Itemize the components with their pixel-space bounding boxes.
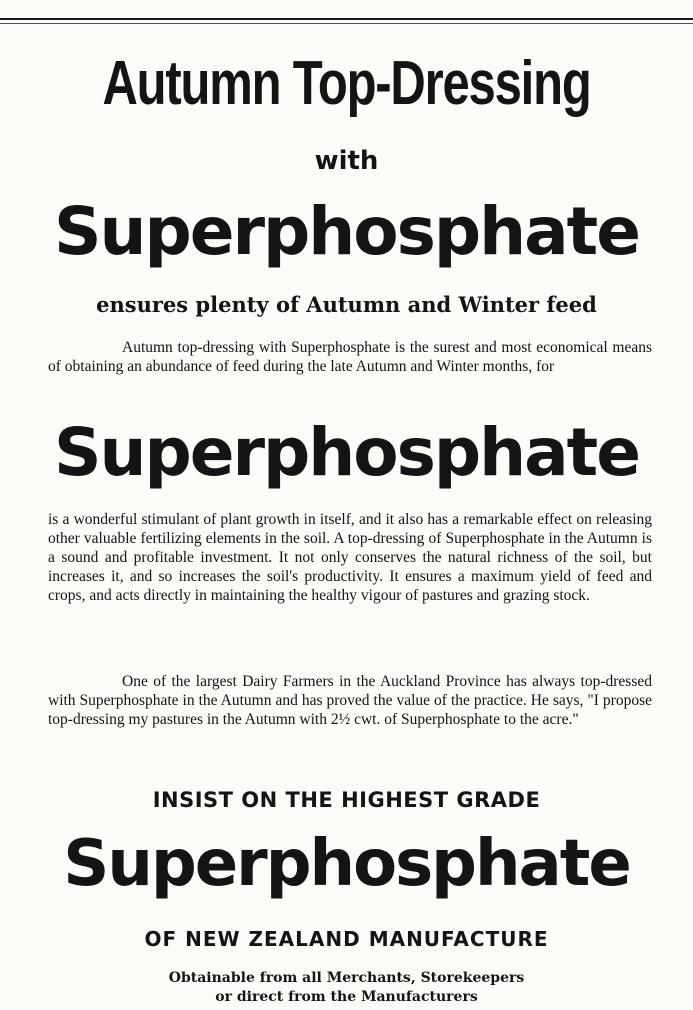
headline: Autumn Top-Dressing [102, 49, 591, 118]
top-border-rule [0, 18, 693, 20]
brand-name-bottom: Superphosphate [63, 827, 630, 901]
obtainable-line-1: Obtainable from all Merchants, Storekeepers [168, 970, 525, 986]
intro-paragraph: Autumn top-dressing with Superphosphate is the surest and most economical means of obtaining an abundance of feed during the late Autumn and Winter months, for [48, 339, 652, 375]
manufacture-line: OF NEW ZEALAND MANUFACTURE [144, 927, 549, 951]
insist-heading: INSIST ON THE HIGHEST GRADE [152, 788, 541, 812]
top-border-rule-thin [0, 23, 693, 24]
benefits-paragraph: is a wonderful stimulant of plant growth in itself, and it also has a remarkable effect on releasing other valuable fertilizing elements in the soil. A top-dressing of Superphosphate in the Autumn is a sound and profitable investment. It not only conserves the natural richness of the soil, but increases it, and so increases the soil's productivity. It ensures a maximum yield of feed and crops, and acts directly in maintaining the healthy vigour of pastures and grazing stock. [48, 511, 652, 604]
testimonial-paragraph: One of the largest Dairy Farmers in the Auckland Province has always top-dressed with Superphosphate in the Autumn and has proved the value of the practice. He says, "I propose top-dressing my pastures in the Autumn with 2½ cwt. of Superphosphate to the acre." [48, 673, 652, 728]
brand-name-middle: Superphosphate [53, 414, 639, 491]
obtainable-line-2: or direct from the Manufacturers [215, 989, 478, 1005]
brand-name-top: Superphosphate [53, 193, 639, 270]
tagline: ensures plenty of Autumn and Winter feed [96, 292, 597, 317]
with-text: with [314, 146, 379, 176]
